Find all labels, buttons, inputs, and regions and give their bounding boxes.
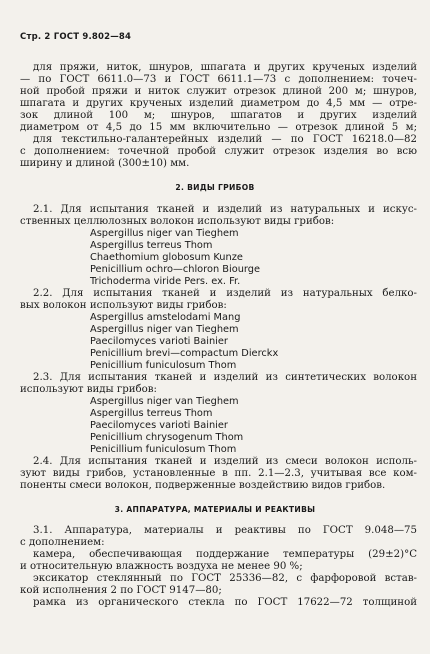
species-item: Aspergillus niger van Tieghem [90, 396, 239, 407]
intro-line: диаметром от 4,5 до 15 мм включительно — отрезок длиной 5 м; [20, 122, 417, 133]
paragraph-3-1-line: с дополнением: [20, 537, 105, 548]
paragraph-2-2-line: 2.2. Для испытания тканей и изделий из натуральных белко- [33, 288, 417, 299]
paragraph-2-4-line: зуют виды грибов, установленные в пп. 2.1—2.3, учитывая все ком- [20, 468, 417, 479]
species-item: Penicillium brevi—compactum Dierckx [90, 348, 279, 359]
paragraph-3-1-line: рамка из органического стекла по ГОСТ 17622—72 толщиной [33, 597, 417, 608]
intro-line: зок длиной 100 м; шнуров, шпагатов и других изделий [20, 110, 417, 121]
intro-line: шпагата и других крученых изделий диаметром до 4,5 мм — отре- [20, 98, 417, 109]
paragraph-2-3-line: 2.3. Для испытания тканей и изделий из синтетических волокон [33, 372, 417, 383]
species-item: Trichoderma viride Pers. ex. Fr. [90, 276, 241, 287]
intro-line: с дополнением: точечной пробой служит отрезок изделия во всю [20, 146, 417, 157]
species-item: Aspergillus amstelodami Mang [90, 312, 241, 323]
species-item: Aspergillus terreus Thom [90, 240, 213, 251]
page-header: Стр. 2 ГОСТ 9.802—84 [20, 32, 132, 42]
species-item: Penicillium funiculosum Thom [90, 360, 237, 371]
intro-line: — по ГОСТ 6611.0—73 и ГОСТ 6611.1—73 с дополнением: точеч- [20, 74, 417, 85]
species-item: Penicillium ochro—chloron Biourge [90, 264, 261, 275]
paragraph-3-1-line: и относительную влажность воздуха не менее 90 %; [20, 561, 303, 572]
paragraph-3-1-line: эксикатор стеклянный по ГОСТ 25336—82, с фарфоровой встав- [33, 573, 417, 584]
paragraph-2-4-line: поненты смеси волокон, подверженные воздействию видов грибов. [20, 480, 386, 491]
intro-line: для текстильно-галантерейных изделий — по ГОСТ 16218.0—82 [33, 134, 417, 145]
species-item: Aspergillus niger van Tieghem [90, 324, 239, 335]
section-heading-3: 3. АППАРАТУРА, МАТЕРИАЛЫ И РЕАКТИВЫ [114, 505, 316, 514]
paragraph-3-1-line: камера, обеспечивающая поддержание температуры (29±2)°С [33, 549, 417, 560]
intro-line: ной пробой пряжи и ниток служит отрезок длиной 200 м; шнуров, [20, 86, 417, 97]
paragraph-3-1-line: кой исполнения 2 по ГОСТ 9147—80; [20, 585, 222, 596]
intro-line: ширину и длиной (300±10) мм. [20, 158, 190, 169]
species-item: Penicillium chrysogenum Thom [90, 432, 244, 443]
species-item: Penicillium funiculosum Thom [90, 444, 237, 455]
species-item: Paecilomyces varioti Bainier [90, 420, 228, 431]
intro-line: для пряжи, ниток, шнуров, шпагата и других крученых изделий [33, 62, 417, 73]
species-item: Paecilomyces varioti Bainier [90, 336, 228, 347]
paragraph-2-4-line: 2.4. Для испытания тканей и изделий из смеси волокон исполь- [33, 456, 417, 467]
species-item: Aspergillus niger van Tieghem [90, 228, 239, 239]
section-heading-2: 2. ВИДЫ ГРИБОВ [175, 183, 255, 192]
paragraph-2-2-line: вых волокон используют виды грибов: [20, 300, 227, 311]
paragraph-2-1-line: ственных целлюлозных волокон используют виды грибов: [20, 216, 335, 227]
paragraph-3-1-line: 3.1. Аппаратура, материалы и реактивы по ГОСТ 9.048—75 [33, 525, 417, 536]
species-item: Chaethomium globosum Kunze [90, 252, 243, 263]
species-item: Aspergillus terreus Thom [90, 408, 213, 419]
paragraph-2-1-line: 2.1. Для испытания тканей и изделий из натуральных и искус- [33, 204, 417, 215]
paragraph-2-3-line: используют виды грибов: [20, 384, 157, 395]
